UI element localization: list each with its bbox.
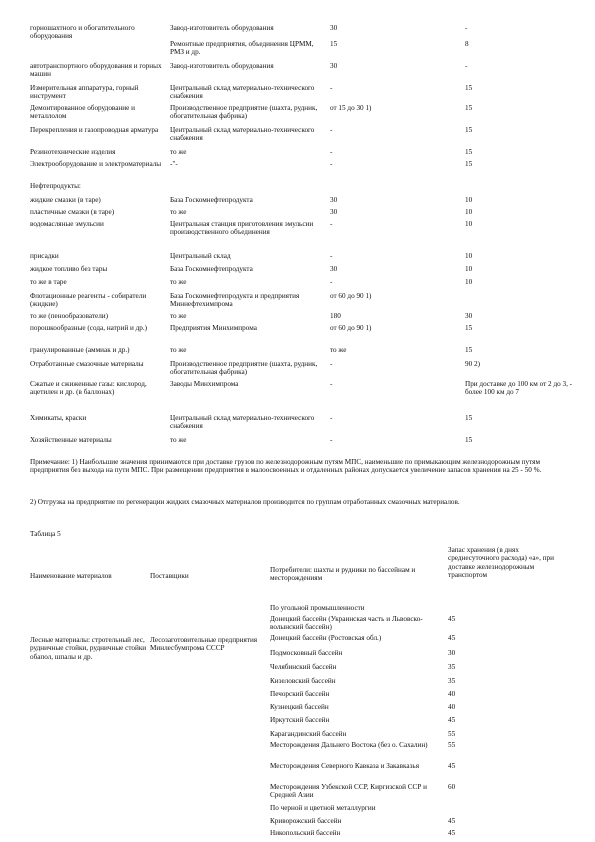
supplier-cell: Производственное предприятие (шахта, рудник, обогатительная фабрика) xyxy=(170,104,318,121)
material-cell: то же (пенообразователи) xyxy=(30,312,109,320)
reserve-cell: - xyxy=(330,380,333,388)
days-cell: 45 xyxy=(448,716,456,724)
days-cell: 15 xyxy=(465,414,473,422)
reserve-cell: от 60 до 90 1) xyxy=(330,324,372,332)
material-cell: Электрооборудование и электроматериалы xyxy=(30,160,162,168)
supplier-cell: Центральный склад xyxy=(170,252,231,260)
supplier-cell: Заводы Минхимпрома xyxy=(170,380,239,388)
supplier-cell: Центральная станция приготовления эмульсии производственного объединения xyxy=(170,220,314,237)
material-cell: горношахтного и обогатительного оборудования xyxy=(30,24,135,41)
reserve-cell: 30 xyxy=(330,265,338,273)
consumer-cell: Криворожский бассейн xyxy=(270,817,342,825)
days-cell: 45 xyxy=(448,634,456,642)
material-cell: Сжатые и сжиженные газы: кислород, ацетилен и др. (в баллонах) xyxy=(30,380,147,397)
reserve-cell: - xyxy=(330,278,333,286)
header-supplier: Поставщики xyxy=(150,572,189,580)
supplier-cell: Центральный склад материально-технического снабжения xyxy=(170,126,315,143)
material-cell: Демонтированное оборудование и металлолом xyxy=(30,104,135,121)
material-cell: пластичные смазки (в таре) xyxy=(30,208,115,216)
header-reserve: Запас хранения (в днях среднесуточного расхода) «а», при доставке железнодорожным транспортом xyxy=(448,546,554,580)
days-cell: 15 xyxy=(465,324,473,332)
supplier-cell: Ремонтные предприятия, объединения ЦРММ, РМЗ и др. xyxy=(170,40,314,57)
reserve-cell: - xyxy=(330,148,333,156)
material-cell: жидкое топливо без тары xyxy=(30,265,108,273)
supplier-cell: то же xyxy=(170,312,187,320)
reserve-cell: 30 xyxy=(330,62,338,70)
days-cell: 40 xyxy=(448,690,456,698)
days-cell: 10 xyxy=(465,265,473,273)
reserve-cell: от 60 до 90 1) xyxy=(330,292,372,300)
material-cell: Отработанные смазочные материалы xyxy=(30,360,144,368)
material-cell: Хозяйственные материалы xyxy=(30,436,112,444)
days-cell: 55 xyxy=(448,741,456,749)
days-cell: 10 xyxy=(465,220,473,228)
supplier-cell: База Госкомнефтепродукта xyxy=(170,196,253,204)
reserve-cell: - xyxy=(330,126,333,134)
reserve-cell: - xyxy=(330,84,333,92)
supplier-cell: то же xyxy=(170,208,187,216)
reserve-cell: 30 xyxy=(330,24,338,32)
reserve-cell: 30 xyxy=(330,196,338,204)
days-cell: 15 xyxy=(465,84,473,92)
consumer-cell: Месторождения Северного Кавказа и Закавказья xyxy=(270,762,419,770)
note-1: Примечание: 1) Наибольшие значения принимаются при доставке грузов по железнодорожным путям МПС, наименьшие по примыкающим железнодорожным путям предприятия без выхода на пути МПС. При размещении предприятия в малоосвоенных и отдаленных районах допускается увеличение запасов хранения на 25 - 50 %. xyxy=(30,458,542,475)
material-cell: автотранспортного оборудования и горных машин xyxy=(30,62,162,79)
days-cell: - xyxy=(465,62,468,70)
days-cell: 10 xyxy=(465,278,473,286)
material-cell: водомасляные эмульсии xyxy=(30,220,104,228)
consumer-cell: Месторождения Узбекской ССР, Киргизской ССР и Средней Азии xyxy=(270,783,427,800)
days-cell: 40 xyxy=(448,703,456,711)
days-cell: 45 xyxy=(448,829,456,837)
reserve-cell: 180 xyxy=(330,312,341,320)
supplier-cell: База Госкомнефтепродукта и предприятия Миннефтехимпрома xyxy=(170,292,300,309)
consumer-group-heading: По черной и цветной металлургии xyxy=(270,804,376,812)
section-heading: Нефтепродукты: xyxy=(30,182,81,190)
reserve-cell: - xyxy=(330,360,333,368)
reserve-cell: 15 xyxy=(330,40,338,48)
reserve-cell: - xyxy=(330,160,333,168)
consumer-cell: Иркутский бассейн xyxy=(270,716,330,724)
supplier-cell: Предприятия Минхимпрома xyxy=(170,324,257,332)
reserve-cell: - xyxy=(330,414,333,422)
days-cell: 35 xyxy=(448,663,456,671)
days-cell: 45 xyxy=(448,817,456,825)
days-cell: 15 xyxy=(465,346,473,354)
supplier-cell: -"- xyxy=(170,160,178,168)
note-2: 2) Отгрузка на предприятие по регенерации жидких смазочных материалов производится по группам отработанных смазочных материалов. xyxy=(30,498,460,506)
supplier-cell: Завод-изготовитель оборудования xyxy=(170,62,274,70)
material-cell: Химикаты, краски xyxy=(30,414,87,422)
supplier-cell: Производственное предприятие (шахта, рудник, обогатительная фабрика) xyxy=(170,360,318,377)
header-material: Наименование материалов xyxy=(30,572,112,580)
consumer-cell: Донецкий бассейн (Ростовская обл.) xyxy=(270,634,382,642)
consumer-cell: Донецкий бассейн (Украинская часть и Львовско-волынский бассейн) xyxy=(270,615,423,632)
days-cell: 15 xyxy=(465,104,473,112)
days-cell: 15 xyxy=(465,126,473,134)
days-cell: 10 xyxy=(465,196,473,204)
consumer-cell: Никопольский бассейн xyxy=(270,829,341,837)
reserve-cell: то же xyxy=(330,346,347,354)
material-cell: Лесные материалы: стротельный лес, рудничные стойки, рудничные стойки обапол, шпалы и др. xyxy=(30,636,147,661)
header-consumer: Потребители: шахты и рудники по бассейнам и месторождениям xyxy=(270,566,416,583)
days-cell: 30 xyxy=(465,312,473,320)
reserve-cell: - xyxy=(330,220,333,228)
consumer-cell: Челябинский бассейн xyxy=(270,663,337,671)
days-cell: 55 xyxy=(448,730,456,738)
reserve-cell: 30 xyxy=(330,208,338,216)
supplier-cell: Лесозаготовительные предприятия Минлесбумпрома СССР xyxy=(150,636,258,653)
days-cell: При доставке до 100 км от 2 до 3, - более 100 км до 7 xyxy=(465,380,573,397)
days-cell: 15 xyxy=(465,436,473,444)
days-cell: 45 xyxy=(448,762,456,770)
supplier-cell: Центральный склад материально-технического снабжения xyxy=(170,414,315,431)
reserve-cell: - xyxy=(330,252,333,260)
table-caption: Таблица 5 xyxy=(30,530,61,538)
consumer-cell: Карагандинский бассейн xyxy=(270,730,347,738)
supplier-cell: то же xyxy=(170,346,187,354)
days-cell: 10 xyxy=(465,252,473,260)
supplier-cell: то же xyxy=(170,278,187,286)
days-cell: 45 xyxy=(448,615,456,623)
material-cell: жидкие смазки (в таре) xyxy=(30,196,101,204)
days-cell: 15 xyxy=(465,148,473,156)
days-cell: 35 xyxy=(448,677,456,685)
supplier-cell: База Госкомнефтепродукта xyxy=(170,265,253,273)
consumer-cell: Месторождения Дальнего Востока (без о. Сахалин) xyxy=(270,741,428,749)
consumer-cell: Подмосковный бассейн xyxy=(270,649,343,657)
supplier-cell: Завод-изготовитель оборудования xyxy=(170,24,274,32)
days-cell: 10 xyxy=(465,208,473,216)
material-cell: Измерительная аппаратура, горный инструмент xyxy=(30,84,139,101)
consumer-cell: Кизеловский бассейн xyxy=(270,677,336,685)
days-cell: 8 xyxy=(465,40,469,48)
material-cell: Перекрепления и газопроводная арматура xyxy=(30,126,159,134)
days-cell: 15 xyxy=(465,160,473,168)
consumer-cell: Печорский бассейн xyxy=(270,690,330,698)
supplier-cell: то же xyxy=(170,436,187,444)
reserve-cell: от 15 до 30 1) xyxy=(330,104,372,112)
material-cell: Флотационные реагенты - собиратели (жидкие) xyxy=(30,292,147,309)
days-cell: 30 xyxy=(448,649,456,657)
material-cell: присадки xyxy=(30,252,59,260)
consumer-group-heading: По угольной промышленности xyxy=(270,604,365,612)
days-cell: 60 xyxy=(448,783,456,791)
days-cell: 90 2) xyxy=(465,360,480,368)
supplier-cell: Центральный склад материально-технического снабжения xyxy=(170,84,315,101)
material-cell: Резинотехнические изделия xyxy=(30,148,116,156)
material-cell: то же в таре xyxy=(30,278,67,286)
consumer-cell: Кузнецкий бассейн xyxy=(270,703,329,711)
material-cell: порошкообразные (сода, натрий и др.) xyxy=(30,324,148,332)
reserve-cell: - xyxy=(330,436,333,444)
days-cell: - xyxy=(465,24,468,32)
material-cell: гранулированные (аммиак и др.) xyxy=(30,346,130,354)
supplier-cell: то же xyxy=(170,148,187,156)
